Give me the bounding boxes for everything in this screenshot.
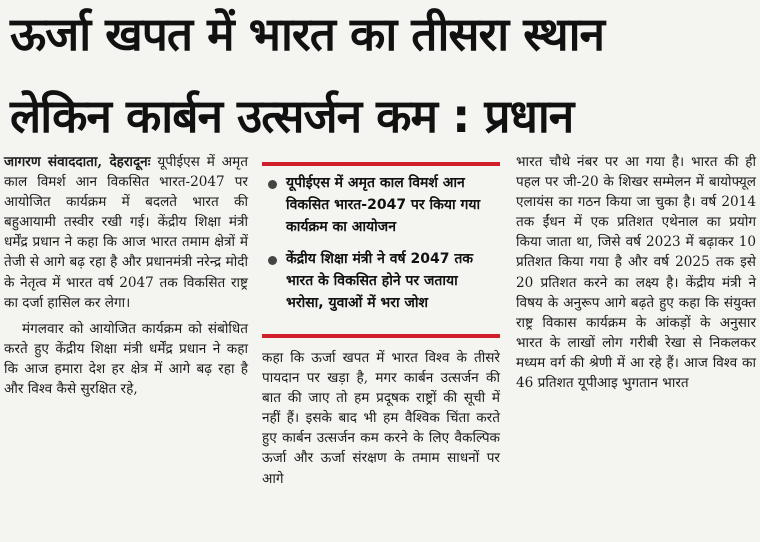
headline-line-1: ऊर्जा खपत में भारत का तीसरा स्थान bbox=[10, 7, 605, 61]
highlight-box bbox=[262, 162, 500, 338]
bullet-icon bbox=[268, 180, 277, 189]
article-paragraph: कहा कि ऊर्जा खपत में भारत विश्व के तीसरे पायदान पर खड़ा है, मगर कार्बन उत्सर्जन की बात की जाए तो हम प्रदूषक राष्ट्रों की सूची में नहीं हैं। इसके बाद भी हम वैश्विक चिंता करते हुए कार्बन उत्सर्जन कम करने के लिए वैकल्पिक ऊर्जा और ऊर्जा संरक्षण के तमाम साधनों पर आगे bbox=[262, 350, 500, 487]
article-paragraph bbox=[4, 152, 248, 313]
highlight-item bbox=[262, 172, 500, 238]
highlight-item bbox=[262, 248, 500, 314]
paragraph-text: यूपीईएस में अमृत काल विमर्श आन विकसित भारत-2047 पर आयोजित कार्यक्रम में बदलते भारत की बहुआयामी तस्वीर रखी गई। केंद्रीय शिक्षा मंत्री धर्मेंद्र प्रधान ने कहा कि आज भारत तमाम क्षेत्रों में तेजी से आगे बढ़ रहा है और प्रधानमंत्री नरेन्द्र मोदी के नेतृत्व में भारत वर्ष 2047 तक विकसित राष्ट्र का दर्जा हासिल कर लेगा। bbox=[4, 154, 248, 311]
bullet-icon bbox=[268, 256, 277, 265]
highlight-text: यूपीईएस में अमृत काल विमर्श आन विकसित भारत-2047 पर किया गया कार्यक्रम का आयोजन bbox=[286, 175, 481, 235]
highlight-text: केंद्रीय शिक्षा मंत्री ने वर्ष 2047 तक भारत के विकसित होने पर जताया भरोसा, युवाओं में भरा जोश bbox=[286, 251, 474, 311]
byline: जागरण संवाददाता, देहरादूनः bbox=[4, 154, 151, 170]
article-paragraph: भारत चौथे नंबर पर आ गया है। भारत की ही पहल पर जी-20 के शिखर सम्मेलन में बायोफ्यूल एलायंस का गठन किया जा चुका है। वर्ष 2014 तक ईंधन में एक प्रतिशत एथेनाल का प्रयोग किया जाता था, जिसे वर्ष 2023 में बढ़ाकर 10 प्रतिशत किया गया है और वर्ष 2025 तक इसे 20 प्रतिशत करने का लक्ष्य है। केंद्रीय मंत्री ने विषय के अनुरूप आगे बढ़ते हुए कहा कि संयुक्त राष्ट्र विकास कार्यक्रम के आंकड़ों के अनुसार भारत के लाखों लोग गरीबी रेखा से निकलकर मध्यम वर्ग की श्रेणी में आ रहे हैं। आज विश्व का 46 प्रतिशत यूपीआइ भुगतान भारत bbox=[516, 154, 756, 392]
article-column-1 bbox=[4, 152, 248, 399]
article-column-2 bbox=[262, 348, 500, 489]
headline-line-2: लेकिन कार्बन उत्सर्जन कम : प्रधान bbox=[10, 89, 574, 143]
article-paragraph: मंगलवार को आयोजित कार्यक्रम को संबोधित करते हुए केंद्रीय शिक्षा मंत्री धर्मेंद्र प्रधान ने कहा कि आज हमारा देश हर क्षेत्र में आगे बढ़ रहा है और विश्व कैसे सुरक्षित रहे, bbox=[4, 320, 248, 398]
article-column-3 bbox=[516, 152, 756, 393]
